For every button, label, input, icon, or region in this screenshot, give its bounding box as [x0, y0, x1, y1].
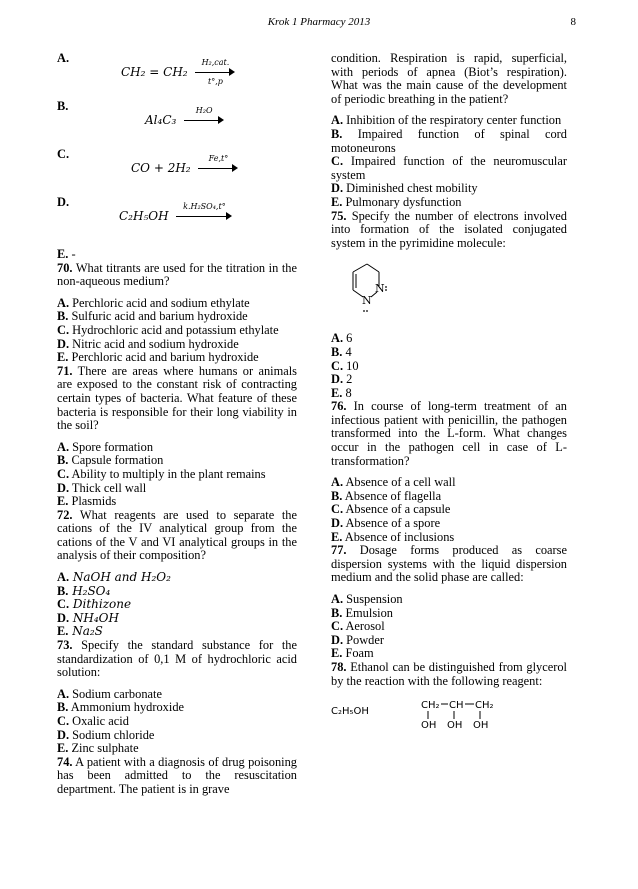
ethanol-glycerol-formulas-icon [331, 698, 567, 732]
answer-option: A. Suspension [331, 592, 403, 606]
question-text: What titrants are used for the titration in the non-aqueous medium? [57, 260, 297, 289]
answer-option: D. Thick cell wall [57, 480, 147, 495]
question-number: 74. [57, 754, 73, 769]
question-number: 75. [331, 208, 347, 223]
answer-options [57, 688, 297, 756]
arrow-condition-under: t°,p [207, 76, 223, 86]
answer-option: D. 2 [331, 372, 353, 387]
answer-option: B. 4 [331, 344, 352, 359]
glycerol-c2: CH [449, 700, 464, 712]
answer-option: D. NH₄OH [57, 610, 119, 625]
answer-option: C. Ability to multiply in the plant remains [57, 466, 266, 481]
reaction-lhs: CO + 2H₂ [131, 161, 191, 175]
answer-option: B. Impaired function of spinal cord motoneurons [331, 126, 567, 155]
question-text-continued: condition. Respiration is rapid, superficial, with periods of apnea (Biot’s respiration). What was the main cause of the development of periodic breathing in the patient? [331, 51, 567, 106]
question-75 [331, 210, 567, 401]
glycerol-oh1: OH [421, 720, 437, 732]
reaction-arrow-icon [184, 105, 224, 127]
question-70 [57, 262, 297, 365]
arrow-condition-over: Fe,t° [208, 153, 229, 163]
question-74-continued [331, 52, 567, 210]
reaction-option-d [57, 196, 297, 244]
reaction-lhs: C₂H₅OH [119, 209, 169, 223]
arrow-condition-over: H₂O [195, 105, 213, 115]
structural-formulas [331, 698, 567, 732]
answer-option: E. Absence of inclusions [331, 529, 455, 544]
option-e-dash [57, 248, 297, 262]
answer-option: B. H₂SO₄ [57, 583, 111, 598]
question-text: Specify the number of electrons involved into formation of the isolated conjugated system in the pyrimidine molecule: [331, 208, 567, 250]
question-number: 71. [57, 363, 73, 378]
ethanol-formula: C₂H₅OH [331, 706, 369, 718]
reaction-option-b [57, 100, 297, 148]
answer-option: A. NaOH and H₂O₂ [57, 570, 171, 585]
answer-option: C. Impaired function of the neuromuscular system [331, 154, 567, 182]
ring-nitrogen-atom: N [362, 294, 372, 308]
option-letter: D. [57, 195, 70, 209]
question-text: There are areas where humans or animals are exposed to the constant risk of contracting certain types of bacteria. What feature of these bacteria is responsible for their long viability in the soil? [57, 363, 297, 433]
answer-option: B. Capsule formation [57, 453, 164, 468]
arrow-condition-over: k.H₂SO₄,t° [183, 201, 226, 211]
answer-option: D. Nitric acid and sodium hydroxide [57, 336, 239, 351]
reaction-equation [119, 201, 232, 224]
option-letter: C. [57, 147, 70, 161]
answer-option: A. Sodium carbonate [57, 686, 162, 701]
ring-nitrogen-atom: N [375, 282, 385, 296]
question-text: Dosage forms produced as coarse dispersion systems with the liquid dispersion medium and the solid phase are called: [331, 543, 567, 585]
reaction-arrow-icon [198, 153, 238, 175]
question-73 [57, 639, 297, 756]
option-letter: A. [57, 51, 70, 65]
answer-option: E. 8 [331, 385, 352, 400]
glycerol-oh2: OH [447, 720, 463, 732]
question-number: 76. [331, 399, 347, 414]
question-text: What reagents are used to separate the cations of the IV analytical group from the cations of the V and VI analytical groups in the analysis of their composition? [57, 507, 297, 563]
glycerol-c3: CH₂ [475, 700, 494, 712]
running-header-title: Krok 1 Pharmacy 2013 [267, 16, 371, 28]
question-text: In course of long-term treatment of an infectious patient with penicillin, the pathogen transformed into the L-form. What changes occur in the pathogen cell in case of L-transformation? [331, 399, 567, 468]
answer-option: B. Emulsion [331, 605, 393, 620]
question-number: 77. [331, 543, 347, 558]
reaction-lhs: Al₄C₃ [145, 113, 177, 127]
answer-option: A. Perchloric acid and sodium ethylate [57, 295, 250, 310]
answer-option: C. Absence of a capsule [331, 502, 451, 517]
right-column [331, 52, 567, 732]
answer-option: D. Absence of a spore [331, 516, 441, 531]
answer-options [57, 297, 297, 365]
arrow-condition-over: H₂,cat. [201, 57, 230, 67]
answer-option: D. Diminished chest mobility [331, 181, 478, 196]
reaction-equation [131, 153, 238, 176]
reaction-option-a [57, 52, 297, 100]
reaction-option-c [57, 148, 297, 196]
reaction-arrow-icon [176, 201, 232, 223]
question-number: 73. [57, 638, 73, 653]
answer-options [331, 114, 567, 209]
question-text: A patient with a diagnosis of drug poisoning has been admitted to the resuscitation department. The patient is in grave [57, 754, 297, 796]
question-76 [331, 400, 567, 544]
answer-options [331, 332, 567, 400]
reaction-lhs: CH₂ = CH₂ [121, 65, 188, 79]
option-letter: E. [57, 247, 69, 261]
pyrimidine-ring-icon [339, 260, 409, 322]
answer-option: E. Na₂S [57, 624, 103, 639]
question-text: Ethanol can be distinguished from glycerol by the reaction with the following reagent: [331, 659, 567, 688]
answer-option: C. Aerosol [331, 619, 385, 634]
answer-option: A. Spore formation [57, 439, 154, 454]
question-78 [331, 661, 567, 732]
reaction-arrow-icon [195, 57, 235, 86]
question-77 [331, 544, 567, 661]
answer-option: D. Powder [331, 632, 385, 647]
answer-option: C. Dithizone [57, 597, 132, 612]
answer-option: B. Sulfuric acid and barium hydroxide [57, 309, 248, 324]
reaction-equation [145, 105, 224, 128]
question-74-start [57, 756, 297, 797]
answer-option: E. Zinc sulphate [57, 741, 139, 756]
answer-option: D. Sodium chloride [57, 727, 155, 742]
answer-option: A. Absence of a cell wall [331, 475, 456, 490]
question-72 [57, 509, 297, 639]
answer-option: A. 6 [331, 331, 353, 346]
answer-option: E. Perchloric acid and barium hydroxide [57, 350, 259, 365]
question-number: 70. [57, 260, 73, 275]
pyrimidine-structure [339, 260, 567, 322]
option-letter: B. [57, 99, 69, 113]
answer-option: C. Oxalic acid [57, 714, 129, 728]
reaction-equation [121, 57, 235, 86]
answer-option: B. Absence of flagella [331, 488, 442, 503]
answer-option: E. Foam [331, 646, 374, 661]
question-number: 78. [331, 659, 347, 674]
answer-option: E. Pulmonary dysfunction [331, 194, 462, 209]
glycerol-c1: CH₂ [421, 700, 440, 712]
page-number: 8 [570, 16, 576, 28]
question-number: 72. [57, 507, 73, 522]
answer-option: C. 10 [331, 358, 359, 373]
question-text: Specify the standard substance for the standardization of 0,1 M of hydrochloric acid solution: [57, 638, 297, 680]
answer-options [331, 476, 567, 544]
answer-options [57, 571, 297, 639]
left-column [57, 52, 297, 797]
answer-option: B. Ammonium hydroxide [57, 700, 185, 715]
answer-options [331, 593, 567, 661]
glycerol-oh3: OH [473, 720, 489, 732]
answer-option: A. Inhibition of the respiratory center function [331, 113, 562, 128]
question-71 [57, 365, 297, 509]
answer-option: E. Plasmids [57, 494, 117, 509]
option-text: - [68, 247, 76, 261]
answer-option: C. Hydrochloric acid and potassium ethylate [57, 322, 279, 337]
answer-options [57, 441, 297, 509]
